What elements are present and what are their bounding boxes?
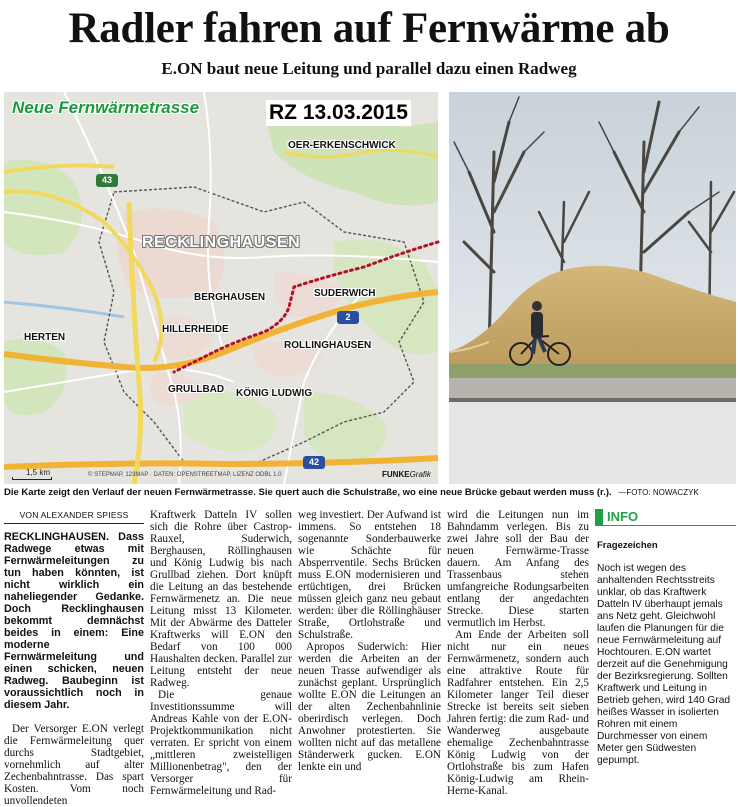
place-hillerheide: HILLERHEIDE — [162, 324, 229, 335]
article-lead: RECKLINGHAUSEN. Dass Radwege etwas mit Fernwärmeleitungen zu tun haben könnten, ist nicht wirklich ein naheliegender Gedanke. Doch Recklinghausen bekommt demnächst beides in einem: Eine moderne Fernwärmeleitung und einen schicken, neuen Radweg. Baubeginn ist voraussichtlich noch in diesem Jahr. — [4, 531, 144, 711]
info-text: Noch ist wegen des anhaltenden Rechtsstreits unklar, ob das Kraftwerk Datteln IV überhaupt jemals ans Netz geht. Gleichwohl laufen die Planungen für die neue Fernwärmeleitung auf Hochtouren. E.ON wartet derzeit auf die Genehmigung der Bezirksregierung. Sollten Kraftwerk und Leitung in Betrieb gehen, wird 140 Grad heißes Wasser in isolierten Rohren mit einem Durchmesser von einem Meter gen Südwesten gepumpt. — [597, 563, 731, 766]
photo-graphic — [449, 92, 736, 484]
map-badge: Neue Fernwärmetrasse — [12, 98, 200, 117]
info-subheading: Fragezeichen — [597, 540, 658, 551]
article-paragraph: Am Ende der Arbeiten soll nicht nur ein neues Fernwärmenetz, sondern auch eine attraktive Route für Radfahrer entstehen. Ein 2,5 Kilometer langer Teil dieser Strecke ist bereits seit sieben Jahren fertig: die zum Rad- und Wanderweg ausgebaute ehemalige Zechenbahntrasse König Ludwig von der Ortlohstraße bis zum Hafen König-Ludwig am Rhein-Herne-Kanal. — [447, 629, 589, 797]
place-suderwich: SUDERWICH — [314, 288, 376, 299]
image-caption — [4, 487, 736, 498]
photo-credit: —FOTO: NOWACZYK — [618, 488, 699, 497]
article-column-4 — [447, 509, 589, 797]
article-paragraph: Kraftwerk Datteln IV sollen sich die Rohre über Castrop-Rauxel, Suderwich, Berghausen, Röllinghausen und König Ludwig bis nach Grullbad ziehen. Dort knüpft die Leitung an das bestehende Fernwärmenetz an. Die neue Leitung misst 13 Kilometer. Mit der Abwärme des Datteler Kraftwerks will E.ON den Bedarf von 100 000 Haushalten decken. Parallel zur Leitung entsteht der neue Radweg. — [150, 509, 292, 689]
route-map — [4, 92, 438, 484]
info-heading: INFO — [595, 509, 736, 526]
date-stamp: RZ 13.03.2015 — [266, 100, 411, 126]
article-column-2 — [150, 509, 292, 797]
map-copyright: © STEPMAP, 123MAP · DATEN: OPENSTREETMAP, LIZENZ ODBL 1.0 — [88, 472, 282, 478]
article-column-1 — [4, 509, 144, 807]
byline: VON ALEXANDER SPIESS — [4, 509, 144, 524]
scale-bar — [12, 477, 52, 480]
road-shield-a42: 42 — [303, 456, 325, 469]
headline: Radler fahren auf Fernwärme ab — [68, 5, 670, 52]
article-paragraph: wird die Leitungen nun im Bahndamm verlegen. Bis zu zwei Jahre soll der Bau der neuen Fernwärme-Trasse dauern. Am Anfang des Trassenbaus stehen umfangreiche Rodungsarbeiten entlang der angedachten Strecke. Diese starten vermutlich im Herbst. — [447, 509, 589, 629]
place-koenig-ludwig: KÖNIG LUDWIG — [236, 388, 313, 399]
place-rollinghausen: ROLLINGHAUSEN — [284, 340, 372, 351]
place-recklinghausen: RECKLINGHAUSEN — [142, 234, 301, 251]
place-oer-erkenschwick: OER-ERKENSCHWICK — [288, 140, 396, 151]
construction-photo — [449, 92, 736, 484]
road-shield-a2: 2 — [337, 311, 359, 324]
article-paragraph: weg investiert. Der Aufwand ist immens. So entstehen 18 sogenannte Sonderbauwerke wie Schächte für Absperrventile. Sechs Brücken muss E.ON modernisieren und ertüchtigen, drei Brücken müssen gleich ganz neu gebaut werden: über die Röllinghäuser Straße, Ortlohstraße und Schulstraße. — [298, 509, 441, 641]
article-paragraph: Apropos Suderwich: Hier werden die Arbeiten an der neuen Trasse aufwendiger als zunächst geplant. Ursprünglich wollte E.ON die Leitungen an der alten Zechenbahnlinie oberirdisch verlegen. Doch Anwohner protestierten. Sie wollten nicht auf das metallene Ständerwerk gucken. E.ON lenkte ein und — [298, 641, 441, 773]
article-paragraph: Der Versorger E.ON verlegt die Fernwärmeleitung quer durchs Stadtgebiet, vornehmlich auf alter Zechenbahntrasse. Das spart Kosten. Vom noch unvollendeten — [4, 723, 144, 807]
article-column-3 — [298, 509, 441, 773]
caption-text: Die Karte zeigt den Verlauf der neuen Fernwärmetrasse. Sie quert auch die Schulstraße, wo eine neue Brücke gebaut werden muss (r.). — [4, 487, 612, 498]
article-paragraph: Die genaue Investitionssumme will Andreas Kahle von der E.ON-Projektkommunikation nicht verraten. Er spricht von einem „mittleren zweistelligen Millionenbetrag", den der Versorger für Fernwärmeleitung und Rad- — [150, 689, 292, 797]
road-shield-43: 43 — [96, 174, 118, 187]
scale-label: 1,5 km — [26, 468, 51, 477]
place-grullbad: GRULLBAD — [168, 384, 225, 395]
place-berghausen: BERGHAUSEN — [194, 292, 266, 303]
place-herten: HERTEN — [24, 332, 66, 343]
info-box — [595, 509, 736, 766]
map-brand: FUNKEGrafik — [382, 470, 431, 479]
subheadline: E.ON baut neue Leitung und parallel dazu einen Radweg — [161, 59, 577, 78]
